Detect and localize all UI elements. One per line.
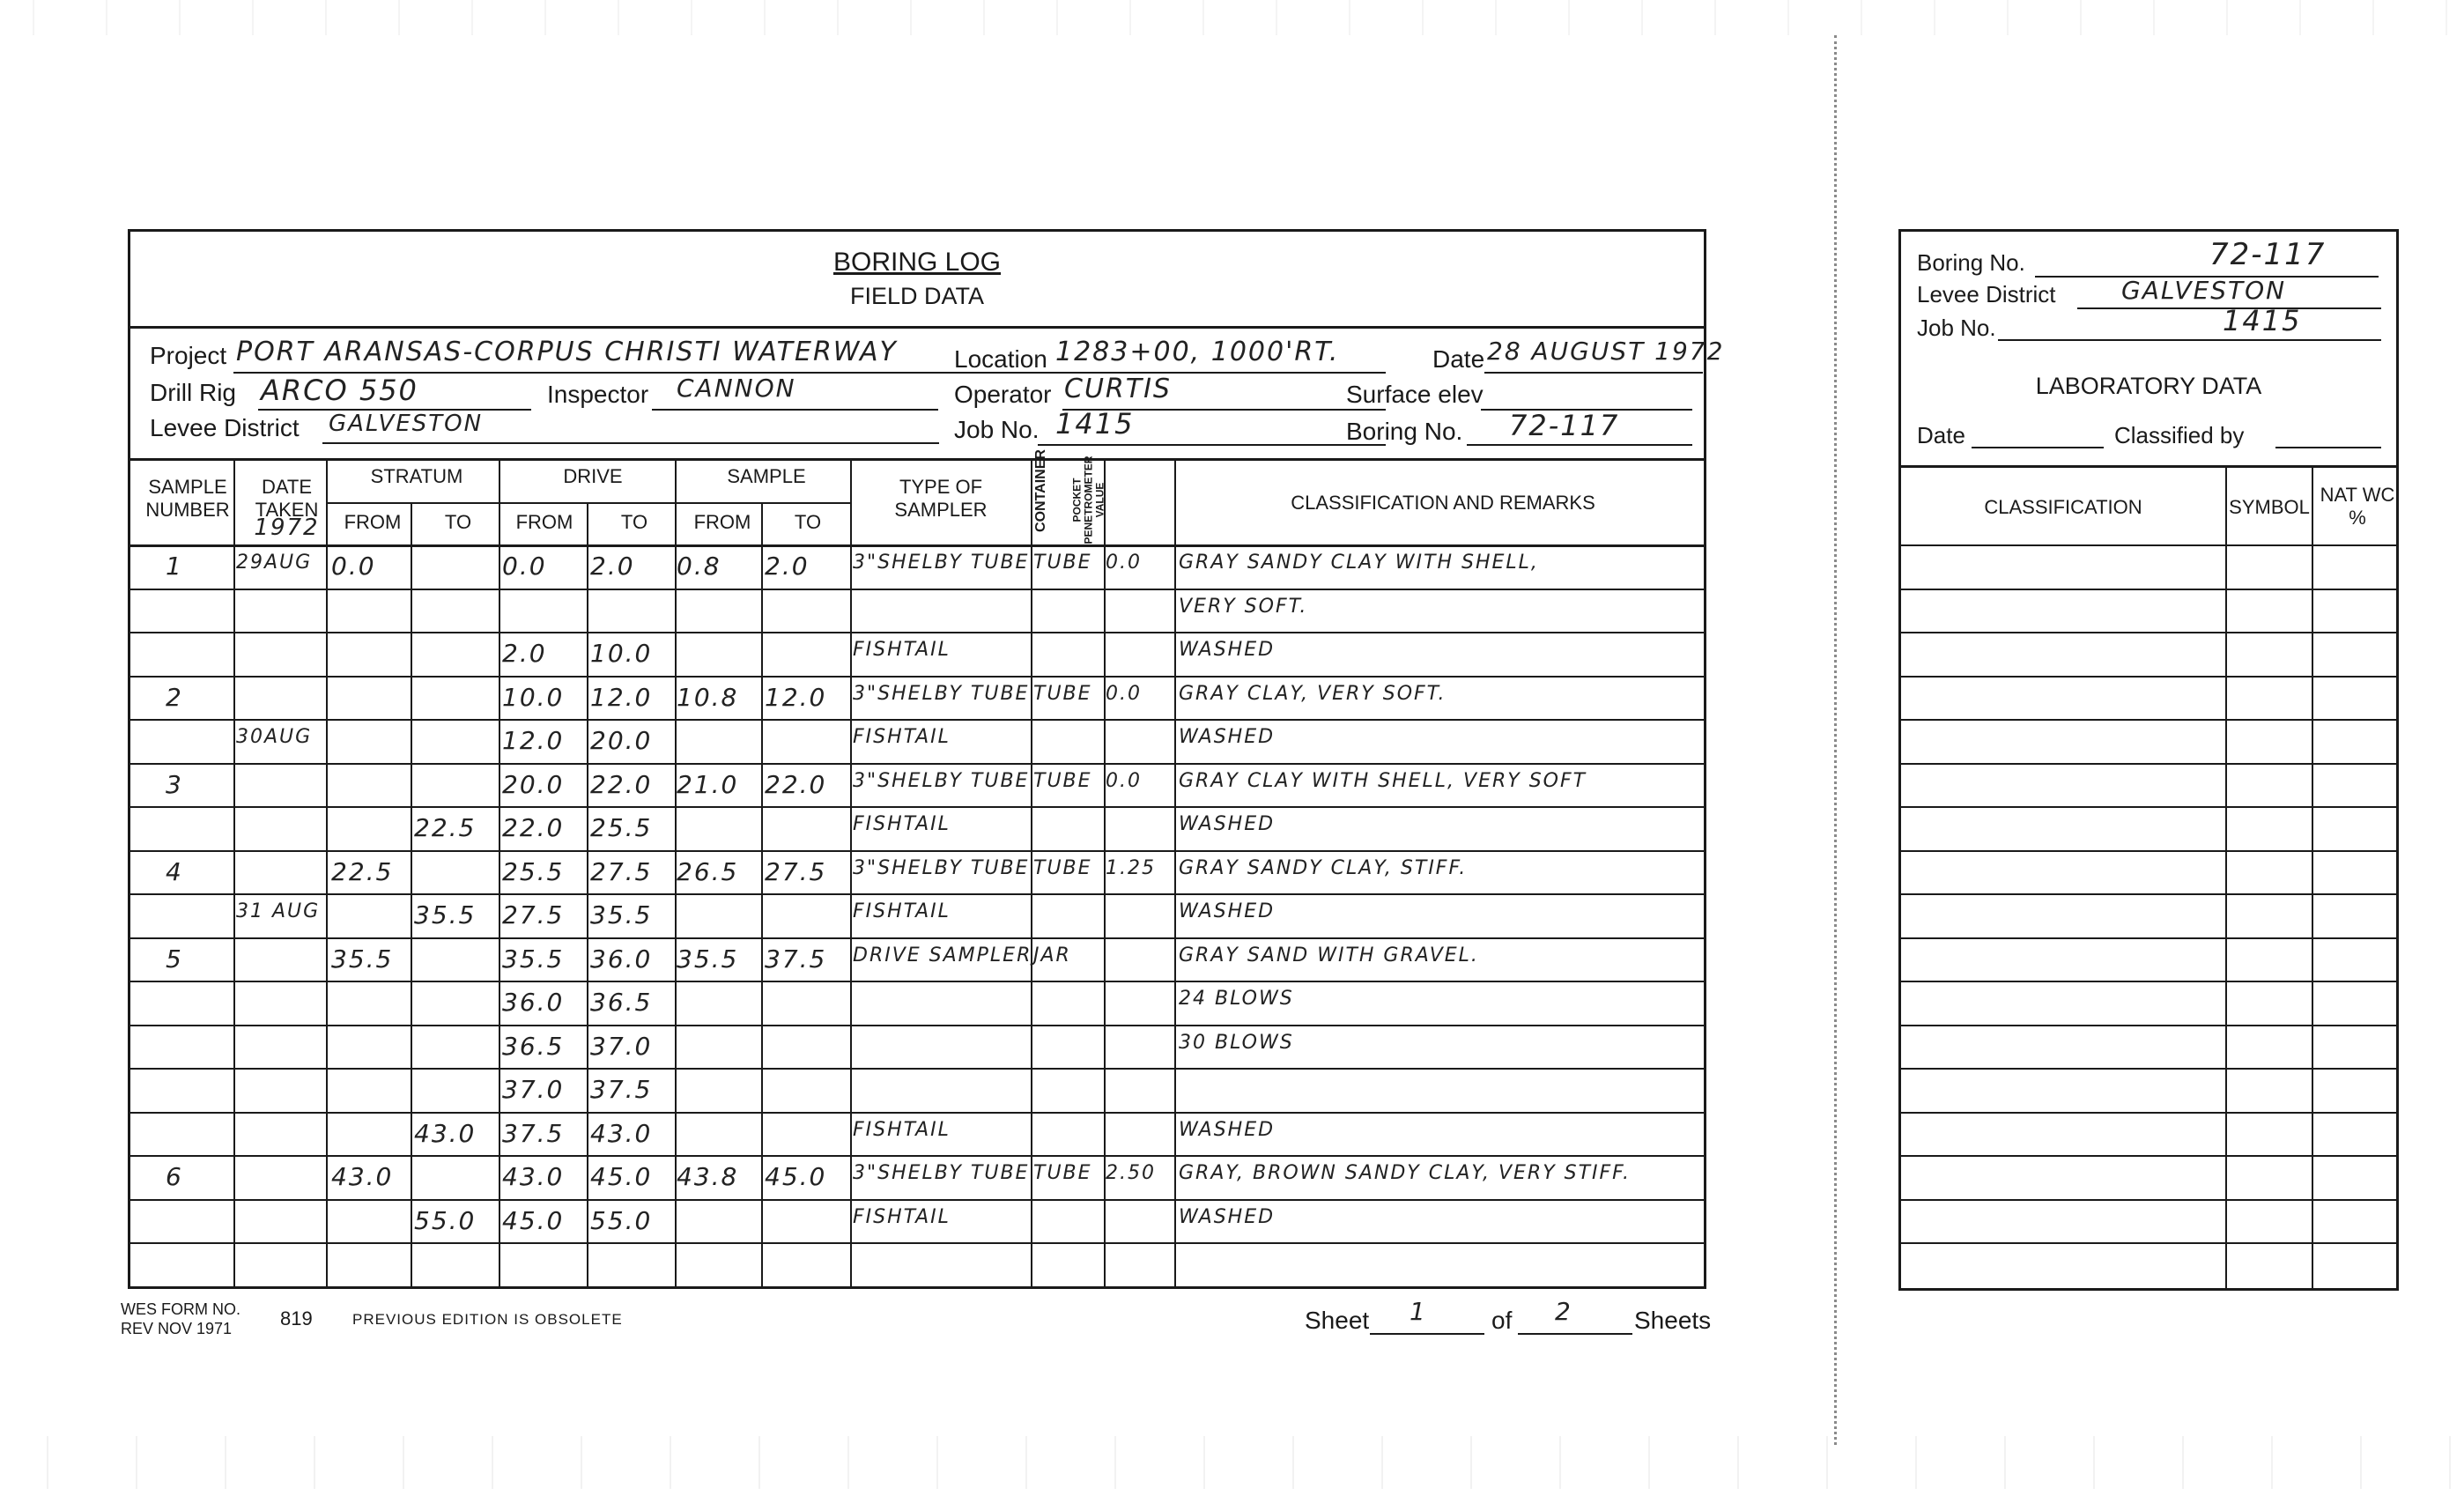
date-line	[1484, 372, 1703, 374]
cell-sampler: FISHTAIL	[853, 1205, 951, 1228]
cell-dr-to: 22.0	[590, 769, 653, 799]
cell-remarks: WASHED	[1179, 1205, 1276, 1228]
col-sample-number: SAMPLE NUMBER	[145, 476, 230, 521]
inspector-label: Inspector	[547, 381, 649, 408]
grid-h-header	[130, 544, 1704, 547]
cell-sa-to: 37.5	[765, 944, 827, 974]
drill-rig-value: ARCO 550	[261, 374, 418, 407]
cell-st-from: 0.0	[331, 552, 376, 581]
cell-remarks: 30 BLOWS	[1179, 1031, 1294, 1054]
cell-sampler: 3"SHELBY TUBE	[853, 1162, 1030, 1184]
cell-dr-to: 37.5	[590, 1075, 653, 1104]
lab-grid-h	[1901, 763, 2396, 765]
cell-dr-to: 55.0	[590, 1205, 653, 1235]
lab-grid-h	[1901, 632, 2396, 633]
cell-dr-from: 2.0	[502, 639, 547, 668]
cell-dr-from: 0.0	[502, 552, 547, 581]
cell-remarks: GRAY CLAY WITH SHELL, VERY SOFT	[1179, 769, 1587, 792]
cell-sample: 5	[166, 944, 183, 974]
cell-st-to: 55.0	[414, 1205, 477, 1235]
job-no-line	[1038, 444, 1386, 446]
col-drive-from: FROM	[515, 511, 573, 533]
grid-v	[1031, 458, 1032, 1286]
cell-dr-to: 20.0	[590, 726, 653, 755]
of-label: of	[1491, 1307, 1513, 1334]
lab-boring-no-label: Boring No.	[1917, 249, 2025, 276]
cell-remarks: VERY SOFT.	[1179, 595, 1308, 618]
obsolete-note: PREVIOUS EDITION IS OBSOLETE	[352, 1311, 623, 1328]
levee-district-line	[322, 442, 939, 444]
cell-dr-to: 12.0	[590, 682, 653, 712]
cell-sampler: 3"SHELBY TUBE	[853, 856, 1030, 879]
cell-sa-from: 21.0	[677, 769, 739, 799]
surface-elev-label: Surface elev	[1346, 381, 1484, 408]
grid-v	[326, 458, 328, 1286]
date-label: Date	[1432, 345, 1485, 373]
laboratory-data-form	[1898, 229, 2399, 1291]
boring-log-table	[130, 449, 1704, 1286]
col-drive: DRIVE	[563, 465, 623, 487]
col-date-taken: DATE TAKEN	[255, 476, 319, 521]
lab-col-classification: CLASSIFICATION	[1984, 496, 2142, 518]
sheet-line	[1370, 1333, 1484, 1335]
cell-st-to: 43.0	[414, 1118, 477, 1148]
cell-pen: 2.50	[1106, 1162, 1156, 1184]
form-line-2: REV NOV 1971	[121, 1320, 233, 1337]
cell-container: TUBE	[1033, 856, 1092, 879]
cell-sampler: FISHTAIL	[853, 1118, 951, 1141]
lab-col-nat-wc-unit: %	[2349, 507, 2366, 529]
cell-sample: 1	[166, 552, 183, 581]
grid-h-row	[130, 937, 1704, 939]
form-number: 819	[280, 1307, 313, 1329]
col-stratum-to: TO	[444, 511, 472, 533]
cell-remarks: WASHED	[1179, 1118, 1276, 1141]
cell-sampler: FISHTAIL	[853, 900, 951, 922]
cell-sampler: 3"SHELBY TUBE	[853, 769, 1030, 792]
location-value: 1283+00, 1000'RT.	[1055, 337, 1340, 367]
grid-h-sub	[326, 502, 851, 504]
sheets-label: Sheets	[1634, 1307, 1712, 1334]
grid-h-row	[130, 981, 1704, 982]
job-no-label: Job No.	[954, 416, 1040, 443]
grid-h-row	[130, 1199, 1704, 1201]
grid-v	[850, 458, 852, 1286]
cell-st-from: 35.5	[331, 944, 394, 974]
cell-dr-from: 12.0	[502, 726, 565, 755]
cell-sample: 2	[166, 682, 183, 712]
cell-sample: 6	[166, 1162, 183, 1191]
grid-h-row	[130, 719, 1704, 721]
cell-container: JAR	[1033, 944, 1071, 966]
cell-st-to: 35.5	[414, 900, 477, 929]
boring-log-form	[128, 229, 1725, 1289]
cell-dr-from: 20.0	[502, 769, 565, 799]
grid-h-row	[130, 676, 1704, 678]
drill-rig-label: Drill Rig	[150, 379, 236, 406]
project-label: Project	[150, 342, 227, 369]
lab-grid-h	[1901, 937, 2396, 939]
col-stratum: STRATUM	[370, 465, 463, 487]
project-value: PORT ARANSAS-CORPUS CHRISTI WATERWAY	[236, 337, 898, 367]
col-pocket-penetrometer: POCKET PENETROMETER VALUE	[1070, 455, 1106, 544]
cell-date: 30AUG	[236, 726, 313, 748]
perforation-line	[1834, 35, 1837, 1445]
cell-dr-from: 43.0	[502, 1162, 565, 1191]
col-stratum-from: FROM	[344, 511, 402, 533]
scan-noise-top	[0, 0, 2464, 35]
lab-grid-h	[1901, 1068, 2396, 1070]
job-no-value: 1415	[1055, 407, 1135, 441]
lab-grid-h	[1901, 719, 2396, 721]
form-title: BORING LOG	[832, 248, 1002, 277]
lab-date-label: Date	[1917, 422, 1965, 448]
cell-sa-to: 2.0	[765, 552, 810, 581]
cell-pen: 0.0	[1106, 769, 1142, 792]
operator-value: CURTIS	[1064, 374, 1172, 404]
cell-sa-to: 12.0	[765, 682, 827, 712]
col-classification: CLASSIFICATION AND REMARKS	[1291, 492, 1595, 514]
cell-dr-to: 36.5	[590, 988, 653, 1017]
col-type-of-sampler: TYPE OF SAMPLER	[894, 476, 988, 521]
boring-no-line	[1467, 444, 1692, 446]
lab-grid-h	[1901, 1025, 2396, 1026]
sheet-label: Sheet	[1305, 1307, 1370, 1334]
form-line-1: WES FORM NO.	[121, 1300, 240, 1318]
cell-container: TUBE	[1033, 682, 1092, 705]
form-id	[121, 1300, 240, 1338]
grid-h-row	[130, 850, 1704, 852]
date-value: 28 AUGUST 1972	[1487, 337, 1725, 366]
grid-h-row	[130, 806, 1704, 808]
cell-sa-from: 26.5	[677, 856, 739, 886]
col-date-year: 1972	[254, 515, 320, 541]
cell-dr-from: 37.0	[502, 1075, 565, 1104]
cell-date: 29AUG	[236, 552, 313, 574]
cell-pen: 0.0	[1106, 552, 1142, 574]
col-sample: SAMPLE	[727, 465, 806, 487]
cell-remarks: GRAY CLAY, VERY SOFT.	[1179, 682, 1447, 705]
cell-dr-to: 27.5	[590, 856, 653, 886]
cell-st-from: 43.0	[331, 1162, 394, 1191]
col-sample-from: FROM	[693, 511, 751, 533]
cell-dr-from: 27.5	[502, 900, 565, 929]
cell-remarks: GRAY SANDY CLAY WITH SHELL,	[1179, 552, 1539, 574]
cell-sampler: 3"SHELBY TUBE	[853, 552, 1030, 574]
inspector-line	[652, 409, 938, 411]
lab-grid-h	[1901, 981, 2396, 982]
cell-remarks: WASHED	[1179, 726, 1276, 748]
cell-remarks: 24 BLOWS	[1179, 988, 1294, 1010]
lab-levee-district-label: Levee District	[1917, 281, 2056, 307]
cell-sample: 4	[166, 856, 183, 886]
cell-date: 31 AUG	[236, 900, 321, 922]
cell-dr-from: 25.5	[502, 856, 565, 886]
lab-grid-h	[1901, 1155, 2396, 1157]
boring-no-value: 72-117	[1509, 409, 1620, 442]
cell-sa-to: 27.5	[765, 856, 827, 886]
scan-noise-bottom	[0, 1436, 2464, 1489]
cell-sampler: DRIVE SAMPLER	[853, 944, 1032, 966]
cell-dr-from: 35.5	[502, 944, 565, 974]
cell-sa-from: 10.8	[677, 682, 739, 712]
cell-sampler: FISHTAIL	[853, 813, 951, 835]
cell-sa-from: 43.8	[677, 1162, 739, 1191]
lab-grid-h	[1901, 1112, 2396, 1114]
inspector-value: CANNON	[677, 374, 796, 403]
grid-v	[499, 458, 500, 1286]
grid-h-row	[130, 632, 1704, 633]
lab-grid-h	[1901, 850, 2396, 852]
cell-remarks: WASHED	[1179, 639, 1276, 661]
col-sample-to: TO	[794, 511, 822, 533]
lab-grid-h	[1901, 544, 2396, 546]
cell-remarks: GRAY SANDY CLAY, STIFF.	[1179, 856, 1468, 879]
cell-container: TUBE	[1033, 552, 1092, 574]
lab-grid-h	[1901, 1242, 2396, 1244]
operator-label: Operator	[954, 381, 1052, 408]
boring-no-label: Boring No.	[1346, 418, 1463, 445]
col-drive-to: TO	[620, 511, 648, 533]
grid-h-row	[130, 1112, 1704, 1114]
grid-h-row	[130, 589, 1704, 590]
lab-title: LABORATORY DATA	[2035, 373, 2262, 399]
cell-dr-from: 36.0	[502, 988, 565, 1017]
lab-classified-by-label: Classified by	[2114, 422, 2245, 448]
cell-sa-from: 35.5	[677, 944, 739, 974]
grid-v	[233, 458, 235, 1286]
cell-remarks: WASHED	[1179, 900, 1276, 922]
lab-job-no-value: 1415	[2223, 304, 2302, 337]
cell-sa-from: 0.8	[677, 552, 721, 581]
lab-col-symbol: SYMBOL	[2229, 496, 2310, 518]
grid-h-row	[130, 1242, 1704, 1244]
cell-dr-to: 43.0	[590, 1118, 653, 1148]
cell-sa-to: 22.0	[765, 769, 827, 799]
cell-dr-from: 36.5	[502, 1031, 565, 1061]
grid-v	[1174, 458, 1176, 1286]
cell-st-from: 22.5	[331, 856, 394, 886]
lab-grid-h	[1901, 589, 2396, 590]
lab-grid-h	[1901, 893, 2396, 895]
cell-remarks: GRAY, BROWN SANDY CLAY, VERY STIFF.	[1179, 1162, 1631, 1184]
cell-dr-to: 25.5	[590, 813, 653, 842]
lab-job-no-line	[1998, 339, 2381, 341]
lab-levee-district-value: GALVESTON	[2121, 276, 2287, 305]
cell-dr-to: 35.5	[590, 900, 653, 929]
lab-date-line	[1972, 447, 2104, 448]
cell-remarks: GRAY SAND WITH GRAVEL.	[1179, 944, 1479, 966]
of-line	[1518, 1333, 1632, 1335]
levee-district-label: Levee District	[150, 414, 300, 441]
cell-dr-to: 36.0	[590, 944, 653, 974]
col-container: CONTAINER	[1033, 449, 1048, 532]
cell-container: TUBE	[1033, 1162, 1092, 1184]
sheet-value: 1	[1410, 1297, 1427, 1326]
cell-dr-to: 10.0	[590, 639, 653, 668]
grid-h-row	[130, 763, 1704, 765]
cell-sampler: FISHTAIL	[853, 726, 951, 748]
cell-pen: 1.25	[1106, 856, 1156, 879]
cell-dr-from: 22.0	[502, 813, 565, 842]
of-value: 2	[1555, 1297, 1572, 1326]
lab-header	[1901, 232, 2396, 468]
cell-container: TUBE	[1033, 769, 1092, 792]
lab-col-nat-wc: NAT WC	[2320, 484, 2395, 506]
cell-dr-from: 45.0	[502, 1205, 565, 1235]
cell-sampler: FISHTAIL	[853, 639, 951, 661]
grid-h-row	[130, 1155, 1704, 1157]
form-header-fields	[130, 326, 1725, 461]
form-title-area	[130, 232, 1704, 329]
cell-dr-to: 2.0	[590, 552, 635, 581]
lab-grid-h	[1901, 1199, 2396, 1201]
cell-st-to: 22.5	[414, 813, 477, 842]
lab-boring-no-value: 72-117	[2209, 237, 2327, 272]
cell-sampler: 3"SHELBY TUBE	[853, 682, 1030, 705]
cell-sa-to: 45.0	[765, 1162, 827, 1191]
cell-dr-to: 45.0	[590, 1162, 653, 1191]
form-subtitle: FIELD DATA	[849, 283, 985, 309]
lab-classified-by-line	[2275, 447, 2381, 448]
cell-sample: 3	[166, 769, 183, 799]
grid-h-row	[130, 1025, 1704, 1026]
lab-grid-h	[1901, 676, 2396, 678]
grid-h-row	[130, 893, 1704, 895]
location-label: Location	[954, 345, 1047, 373]
levee-district-value: GALVESTON	[329, 411, 484, 437]
grid-h-row	[130, 1068, 1704, 1070]
cell-dr-to: 37.0	[590, 1031, 653, 1061]
cell-pen: 0.0	[1106, 682, 1142, 705]
lab-job-no-label: Job No.	[1917, 315, 1996, 341]
lab-grid-h	[1901, 806, 2396, 808]
cell-dr-from: 37.5	[502, 1118, 565, 1148]
cell-dr-from: 10.0	[502, 682, 565, 712]
cell-remarks: WASHED	[1179, 813, 1276, 835]
